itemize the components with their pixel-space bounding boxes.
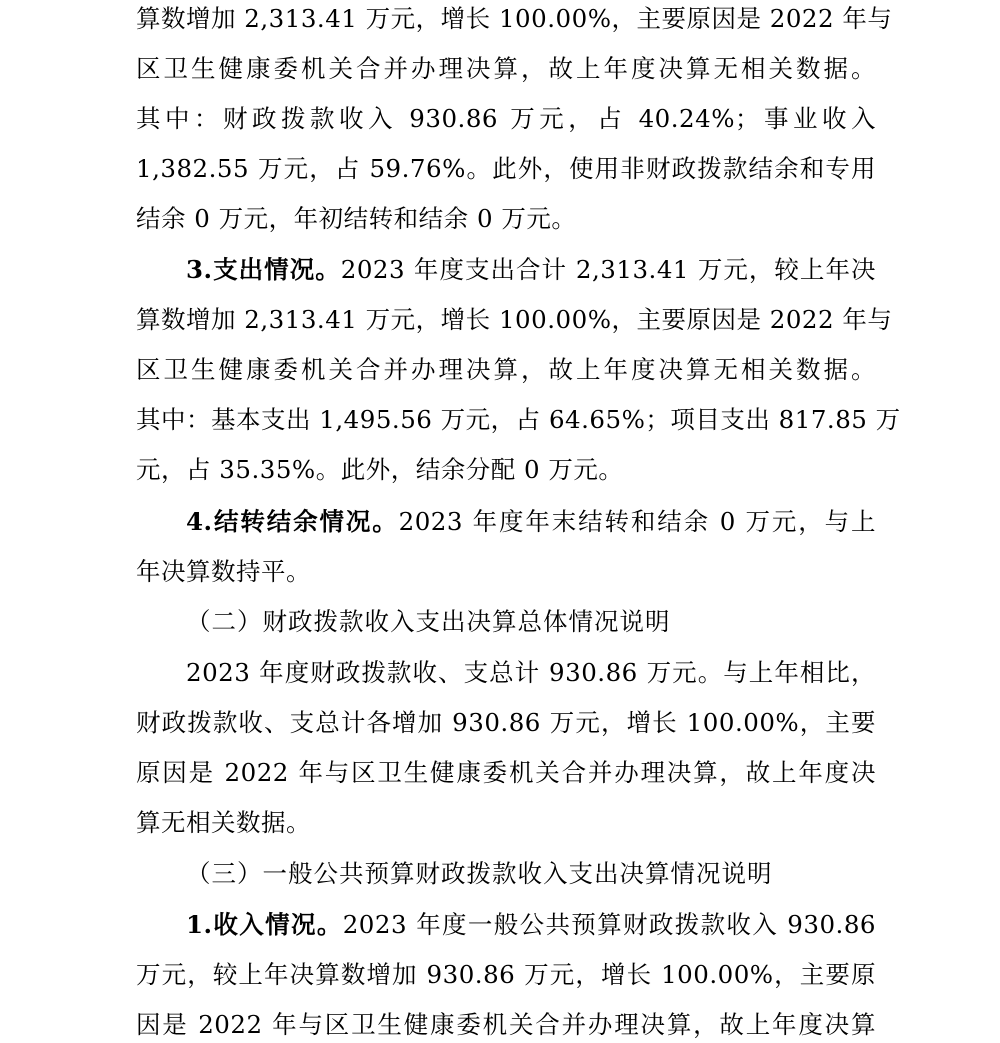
income-heading: 1.收入情况。 xyxy=(186,910,343,939)
carryover-heading: 4.结转结余情况。 xyxy=(186,507,399,536)
text-line: 结余 0 万元，年初结转和结余 0 万元。 xyxy=(136,204,577,233)
carryover-first-line xyxy=(186,497,876,547)
text-line: 算数增加 2,313.41 万元，增长 100.00%，主要原因是 2022 年与 xyxy=(136,4,893,33)
text-line: 1,382.55 万元，占 59.76%。此外，使用非财政拨款结余和专用 xyxy=(136,154,876,183)
expenditure-first-line xyxy=(186,245,876,295)
text-line: 算数增加 2,313.41 万元，增长 100.00%，主要原因是 2022 年与 xyxy=(136,305,893,334)
text-line: 万元，较上年决算数增加 930.86 万元，增长 100.00%，主要原 xyxy=(136,960,876,989)
text-line: 区卫生健康委机关合并办理决算，故上年度决算无相关数据。 xyxy=(136,54,876,83)
text-line: 因是 2022 年与区卫生健康委机关合并办理决算，故上年度决算 xyxy=(136,1010,876,1039)
income-first-line xyxy=(186,900,876,950)
carryover-first-line-text: 2023 年度年末结转和结余 0 万元，与上 xyxy=(398,507,876,536)
text-line: 原因是 2022 年与区卫生健康委机关合并办理决算，故上年度决 xyxy=(136,758,876,787)
income-first-line-text: 2023 年度一般公共预算财政拨款收入 930.86 xyxy=(342,910,877,939)
text-line: 财政拨款收、支总计各增加 930.86 万元，增长 100.00%，主要 xyxy=(136,708,876,737)
text-line: 算无相关数据。 xyxy=(136,808,311,837)
text-line: 区卫生健康委机关合并办理决算，故上年度决算无相关数据。 xyxy=(136,355,876,384)
text-line: 其中：基本支出 1,495.56 万元，占 64.65%；项目支出 817.85 万 xyxy=(136,405,901,434)
text-line: 元，占 35.35%。此外，结余分配 0 万元。 xyxy=(136,455,624,484)
text-line: 2023 年度财政拨款收、支总计 930.86 万元。与上年相比， xyxy=(186,658,876,687)
text-line: 其中：财政拨款收入 930.86 万元，占 40.24%；事业收入 xyxy=(136,104,876,133)
expenditure-heading: 3.支出情况。 xyxy=(186,255,341,284)
text-line: 年决算数持平。 xyxy=(136,557,311,586)
expenditure-first-line-text: 2023 年度支出合计 2,313.41 万元，较上年决 xyxy=(340,255,876,284)
section-two-title: （二）财政拨款收入支出决算总体情况说明 xyxy=(186,607,671,636)
section-three-title: （三）一般公共预算财政拨款收入支出决算情况说明 xyxy=(186,859,773,888)
